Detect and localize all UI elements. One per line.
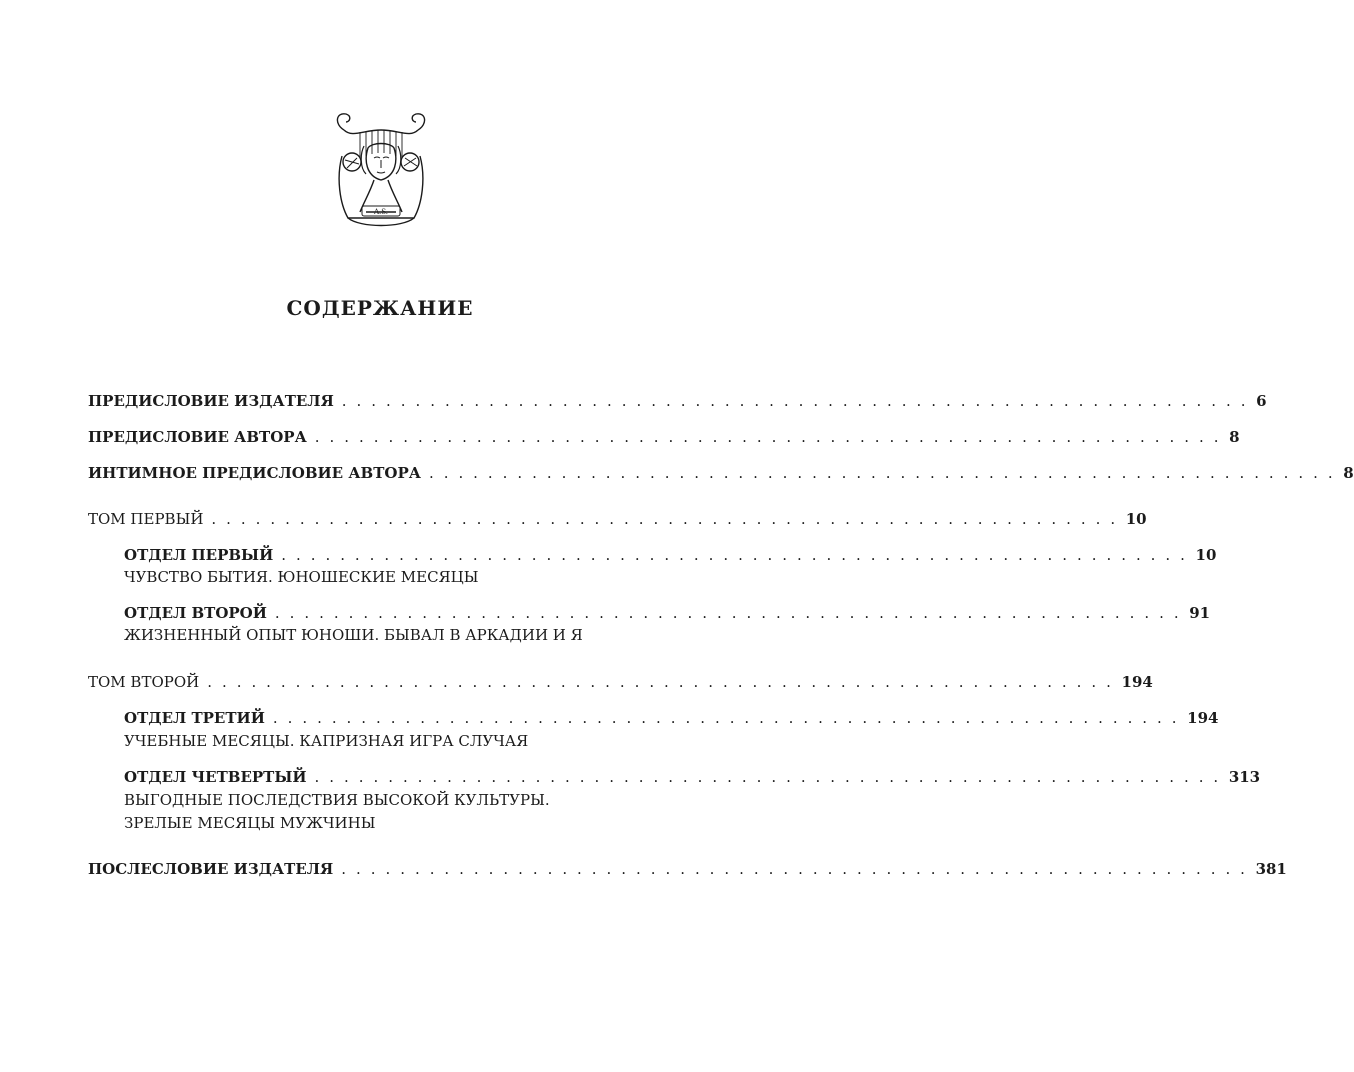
- toc-page-number: 381: [1255, 860, 1287, 878]
- dot-leader: . . . . . . . . . . . . . . . . . . . . . . . . . . . . . . . . . . . . . . . . . . . . . . . . . . . . . . . . . . . . . .: [272, 709, 1180, 727]
- toc-page-number: 194: [1187, 709, 1219, 727]
- toc-label: ОТДЕЛ ТРЕТИЙ: [124, 709, 265, 727]
- toc-page-number: 10: [1195, 546, 1217, 564]
- toc-page-number: 8: [1343, 464, 1354, 482]
- toc-label: ПРЕДИСЛОВИЕ АВТОРА: [88, 428, 307, 446]
- toc-page-number: 10: [1125, 510, 1147, 528]
- toc-label: ОТДЕЛ ПЕРВЫЙ: [124, 546, 274, 564]
- dot-leader: . . . . . . . . . . . . . . . . . . . . . . . . . . . . . . . . . . . . . . . . . . . . . . . . . . . . . . . . . . . . . .: [428, 464, 1336, 482]
- dot-leader: . . . . . . . . . . . . . . . . . . . . . . . . . . . . . . . . . . . . . . . . . . . . . . . . . . . . . . . . . . . . . .: [314, 768, 1221, 786]
- toc-entry-part-one[interactable]: [124, 546, 1217, 564]
- dot-leader: . . . . . . . . . . . . . . . . . . . . . . . . . . . . . . . . . . . . . . . . . . . . . . . . . . . . . . . . . . . . . .: [211, 510, 1118, 528]
- toc-entry-part-three[interactable]: [124, 709, 1219, 727]
- toc-entry-preface-author[interactable]: [88, 428, 1240, 446]
- toc-label: ОТДЕЛ ЧЕТВЕРТЫЙ: [124, 768, 307, 786]
- toc-page-number: 6: [1256, 392, 1267, 410]
- toc-subtitle: УЧЕБНЫЕ МЕСЯЦЫ. КАПРИЗНАЯ ИГРА СЛУЧАЯ: [124, 732, 529, 750]
- toc-subtitle: ЧУВСТВО БЫТИЯ. ЮНОШЕСКИЕ МЕСЯЦЫ: [124, 568, 479, 586]
- toc-label: ИНТИМНОЕ ПРЕДИСЛОВИЕ АВТОРА: [88, 464, 421, 482]
- toc-entry-preface-publisher[interactable]: [88, 392, 1267, 410]
- dot-leader: . . . . . . . . . . . . . . . . . . . . . . . . . . . . . . . . . . . . . . . . . . . . . . . . . . . . . . . . . . . . . .: [281, 546, 1188, 564]
- toc-entry-volume-two[interactable]: [88, 673, 1153, 691]
- dot-leader: . . . . . . . . . . . . . . . . . . . . . . . . . . . . . . . . . . . . . . . . . . . . . . . . . . . . . . . . . . . . . .: [341, 860, 1248, 878]
- emblem-monogram: A.S.: [373, 208, 389, 216]
- toc-subtitle-line1: ВЫГОДНЫЕ ПОСЛЕДСТВИЯ ВЫСОКОЙ КУЛЬТУРЫ.: [124, 791, 550, 809]
- toc-label: ТОМ ВТОРОЙ: [88, 673, 200, 691]
- dot-leader: . . . . . . . . . . . . . . . . . . . . . . . . . . . . . . . . . . . . . . . . . . . . . . . . . . . . . . . . . . . . . .: [274, 604, 1182, 622]
- toc-page-number: 194: [1121, 673, 1153, 691]
- toc-label: ОТДЕЛ ВТОРОЙ: [124, 604, 267, 622]
- toc-entry-volume-one[interactable]: [88, 510, 1147, 528]
- toc-page-number: 313: [1228, 768, 1261, 786]
- toc-label: ТОМ ПЕРВЫЙ: [88, 510, 204, 528]
- toc-label: ПРЕДИСЛОВИЕ ИЗДАТЕЛЯ: [88, 392, 334, 410]
- dot-leader: . . . . . . . . . . . . . . . . . . . . . . . . . . . . . . . . . . . . . . . . . . . . . . . . . . . . . . . . . . . . . .: [314, 428, 1222, 446]
- toc-subtitle-line2: ЗРЕЛЫЕ МЕСЯЦЫ МУЖЧИНЫ: [124, 814, 376, 832]
- toc-entry-intimate-preface[interactable]: [88, 464, 1354, 482]
- dot-leader: . . . . . . . . . . . . . . . . . . . . . . . . . . . . . . . . . . . . . . . . . . . . . . . . . . . . . . . . . . . . . .: [207, 673, 1114, 691]
- toc-page-number: 91: [1189, 604, 1211, 622]
- toc-entry-part-two[interactable]: [124, 604, 1211, 622]
- page-title: СОДЕРЖАНИЕ: [286, 296, 474, 320]
- dot-leader: . . . . . . . . . . . . . . . . . . . . . . . . . . . . . . . . . . . . . . . . . . . . . . . . . . . . . . . . . . . . . .: [341, 392, 1249, 410]
- toc-label: ПОСЛЕСЛОВИЕ ИЗДАТЕЛЯ: [88, 860, 334, 878]
- toc-entry-part-four[interactable]: [124, 768, 1261, 786]
- toc-entry-afterword[interactable]: [88, 860, 1287, 878]
- toc-subtitle: ЖИЗНЕННЫЙ ОПЫТ ЮНОШИ. БЫВАЛ В АРКАДИИ И Я: [124, 626, 583, 644]
- toc-page-number: 8: [1229, 428, 1240, 446]
